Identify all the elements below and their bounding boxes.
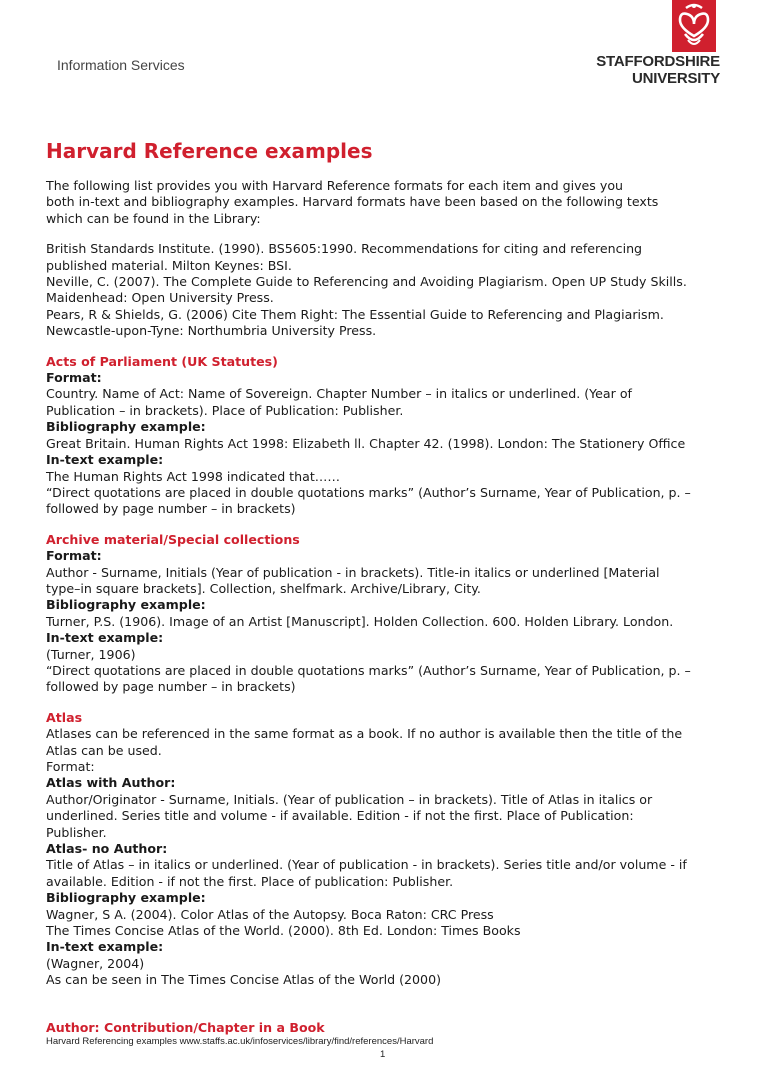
with-author-line: Publisher. [46, 824, 107, 840]
bibliography-label: Bibliography example: [46, 419, 206, 435]
no-author-line: Title of Atlas – in italics or underlined. (Year of publication - in brackets). Series title and/or volume - if [46, 857, 687, 873]
with-author-label: Atlas with Author: [46, 775, 176, 791]
source-line: British Standards Institute. (1990). BS5605:1990. Recommendations for citing and referencing [46, 241, 643, 257]
in-text-line: followed by page number – in brackets) [46, 501, 296, 517]
university-crest-icon [672, 0, 716, 52]
in-text-label: In-text example: [46, 452, 164, 468]
intro-line: which can be found in the Library: [46, 210, 261, 226]
source-line: Neville, C. (2007). The Complete Guide to Referencing and Avoiding Plagiarism. Open UP Study Skills. [46, 274, 687, 290]
in-text-label: In-text example: [46, 939, 164, 955]
bibliography-line: Wagner, S A. (2004). Color Atlas of the Autopsy. Boca Raton: CRC Press [46, 906, 494, 922]
in-text-line: followed by page number – in brackets) [46, 679, 296, 695]
format-line: Country. Name of Act: Name of Sovereign. Chapter Number – in italics or underlined. (Year of [46, 386, 632, 402]
in-text-line: The Human Rights Act 1998 indicated that…… [46, 468, 340, 484]
bibliography-line: The Times Concise Atlas of the World. (2000). 8th Ed. London: Times Books [46, 923, 521, 939]
section-heading: Atlas [46, 709, 83, 725]
atlas-intro-line: Atlas can be used. [46, 742, 162, 758]
format-plain-label: Format: [46, 759, 95, 774]
source-line: Newcastle-upon-Tyne: Northumbria University Press. [46, 323, 377, 339]
format-label: Format: [46, 548, 102, 564]
department-name: Information Services [57, 57, 185, 73]
in-text-line: As can be seen in The Times Concise Atlas of the World (2000) [46, 972, 441, 988]
with-author-line: Author/Originator - Surname, Initials. (Year of publication – in brackets). Title of Atlas in italics or [46, 791, 653, 807]
format-line: Author - Surname, Initials (Year of publication - in brackets). Title-in italics or underlined [Material [46, 564, 660, 580]
in-text-line: (Turner, 1906) [46, 646, 136, 662]
no-author-label: Atlas- no Author: [46, 841, 168, 857]
page-footer: Harvard Referencing examples www.staffs.ac.uk/infoservices/library/find/references/Harvard [46, 1036, 434, 1047]
main-content [46, 138, 726, 989]
page-number: 1 [380, 1049, 386, 1060]
logo-line-1: STAFFORDSHIRE [596, 53, 720, 70]
bibliography-line: Great Britain. Human Rights Act 1998: Elizabeth ll. Chapter 42. (1998). London: The Stationery Office [46, 435, 686, 451]
bibliography-label: Bibliography example: [46, 890, 206, 906]
source-line: published material. Milton Keynes: BSI. [46, 257, 292, 273]
in-text-label: In-text example: [46, 630, 164, 646]
bibliography-label: Bibliography example: [46, 597, 206, 613]
logo-line-2: UNIVERSITY [631, 70, 720, 87]
source-line: Pears, R & Shields, G. (2006) Cite Them Right: The Essential Guide to Referencing and Plagiarism. [46, 306, 664, 322]
section-heading: Acts of Parliament (UK Statutes) [46, 353, 278, 369]
section-atlas [46, 710, 726, 989]
section-archive-material [46, 532, 726, 696]
atlas-intro-line: Atlases can be referenced in the same format as a book. If no author is available then the title of the [46, 726, 683, 742]
intro-line: The following list provides you with Harvard Reference formats for each item and gives you [46, 178, 624, 193]
page-title: Harvard Reference examples [46, 139, 373, 163]
with-author-line: underlined. Series title and volume - if available. Edition - if not the first. Place of Publication: [46, 808, 634, 824]
intro-line: both in-text and bibliography examples. Harvard formats have been based on the following texts [46, 194, 659, 210]
format-label: Format: [46, 370, 102, 386]
university-logo-text [570, 53, 720, 87]
format-line: Publication – in brackets). Place of Publication: Publisher. [46, 402, 404, 418]
no-author-line: available. Edition - if not the first. Place of publication: Publisher. [46, 873, 454, 889]
bibliography-line: Turner, P.S. (1906). Image of an Artist [Manuscript]. Holden Collection. 600. Holden Library. London. [46, 613, 674, 629]
section-acts-of-parliament [46, 354, 726, 518]
in-text-line: “Direct quotations are placed in double quotations marks” (Author’s Surname, Year of Publication, p. – [46, 484, 691, 500]
in-text-line: (Wagner, 2004) [46, 955, 145, 971]
in-text-line: “Direct quotations are placed in double quotations marks” (Author’s Surname, Year of Publication, p. – [46, 662, 691, 678]
section-heading: Archive material/Special collections [46, 531, 300, 547]
source-list [46, 241, 726, 339]
format-line: type–in square brackets]. Collection, shelfmark. Archive/Library, City. [46, 580, 481, 596]
next-section-heading: Author: Contribution/Chapter in a Book [46, 1020, 325, 1035]
university-logo [570, 0, 720, 100]
source-line: Maidenhead: Open University Press. [46, 290, 274, 306]
intro-paragraph [46, 178, 726, 227]
